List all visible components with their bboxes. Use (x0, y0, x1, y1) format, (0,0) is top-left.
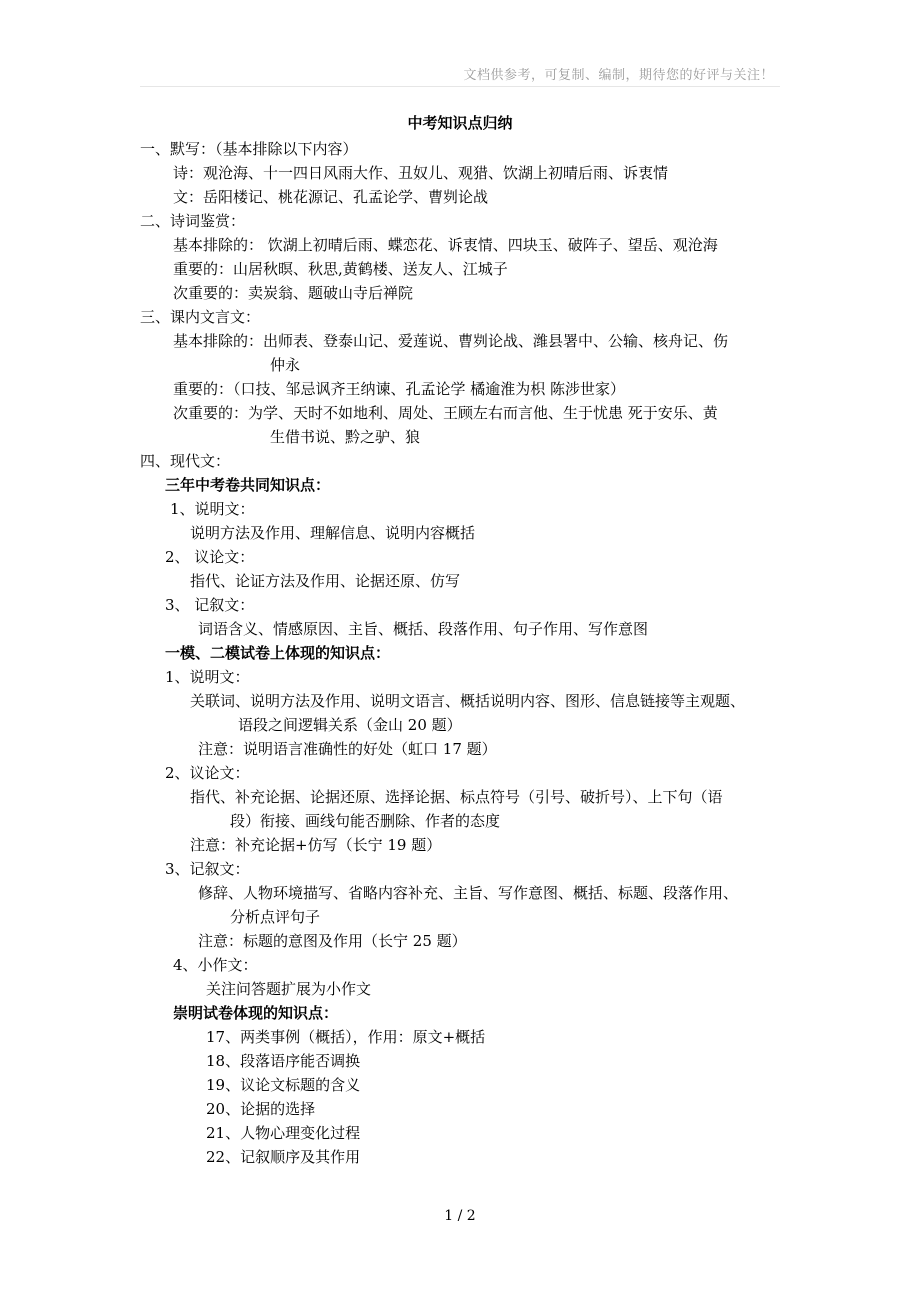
text-line: 修辞、人物环境描写、省略内容补充、主旨、写作意图、概括、标题、段落作用、 (198, 884, 739, 902)
text-line: 文：岳阳楼记、桃花源记、孔孟论学、曹刿论战 (173, 188, 489, 206)
list-item: 2、议论文： (165, 764, 250, 782)
text-line: 生借书说、黔之驴、狼 (270, 428, 421, 446)
text-line: 诗：观沧海、十一四日风雨大作、丑奴儿、观猎、饮湖上初晴后雨、诉衷情 (173, 164, 669, 182)
text-line: 关注问答题扩展为小作文 (206, 980, 372, 998)
list-item: 18、段落语序能否调换 (206, 1052, 361, 1070)
text-line: 次重要的：卖炭翁、题破山寺后禅院 (173, 284, 414, 302)
text-line: 基本排除的： 饮湖上初晴后雨、蝶恋花、诉衷情、四块玉、破阵子、望岳、观沧海 (173, 236, 718, 254)
text-line: 词语含义、情感原因、主旨、概括、段落作用、句子作用、写作意图 (198, 620, 649, 638)
list-item: 21、人物心理变化过程 (206, 1124, 361, 1142)
text-line: 次重要的：为学、天时不如地利、周处、王顾左右而言他、生于忧患 死于安乐、黄 (173, 404, 718, 422)
note-line: 注意：说明语言准确性的好处（虹口 17 题） (198, 740, 497, 758)
list-item: 3、记叙文： (165, 860, 250, 878)
page-title: 中考知识点归纳 (407, 114, 513, 132)
list-item: 19、议论文标题的含义 (206, 1076, 361, 1094)
text-line: 关联词、说明方法及作用、说明文语言、概括说明内容、图形、信息链接等主观题、 (190, 692, 746, 710)
list-item: 20、论据的选择 (206, 1100, 316, 1118)
section-heading: 四、现代文： (140, 452, 231, 470)
list-item: 3、 记叙文： (165, 596, 255, 614)
text-line: 语段之间逻辑关系（金山 20 题） (238, 716, 462, 734)
header-note: 文档供参考，可复制、编制，期待您的好评与关注！ (463, 68, 774, 83)
list-item: 22、记叙顺序及其作用 (206, 1148, 361, 1166)
section-heading: 一、默写：（基本排除以下内容） (140, 140, 358, 158)
text-line: 说明方法及作用、理解信息、说明内容概括 (190, 524, 476, 542)
list-item: 2、 议论文： (165, 548, 255, 566)
list-item: 4、小作文： (173, 956, 258, 974)
subsection-heading: 崇明试卷体现的知识点： (173, 1004, 339, 1022)
text-line: 指代、补充论据、论据还原、选择论据、标点符号（引号、破折号）、上下句（语 (190, 788, 723, 806)
text-line: 基本排除的：出师表、登泰山记、爱莲说、曹刿论战、潍县署中、公输、核舟记、伤 (173, 332, 729, 350)
text-line: 段）衔接、画线句能否删除、作者的态度 (230, 812, 501, 830)
list-item: 1、说明文： (165, 668, 250, 686)
subsection-heading: 三年中考卷共同知识点： (165, 476, 331, 494)
page-number: 1 / 2 (444, 1208, 476, 1224)
note-line: 注意：补充论据+仿写（长宁 19 题） (190, 836, 442, 854)
text-line: 重要的：山居秋暝、秋思,黄鹤楼、送友人、江城子 (173, 260, 508, 278)
section-heading: 三、课内文言文： (140, 308, 261, 326)
list-item: 1、说明文： (170, 500, 255, 518)
subsection-heading: 一模、二模试卷上体现的知识点： (165, 644, 391, 662)
header-divider (140, 86, 780, 87)
list-item: 17、两类事例（概括），作用：原文+概括 (206, 1028, 486, 1046)
text-line: 仲永 (270, 356, 301, 374)
section-heading: 二、诗词鉴赏： (140, 212, 246, 230)
text-line: 分析点评句子 (230, 908, 321, 926)
note-line: 注意：标题的意图及作用（长宁 25 题） (198, 932, 467, 950)
text-line: 指代、论证方法及作用、论据还原、仿写 (190, 572, 461, 590)
text-line: 重要的：（口技、邹忌讽齐王纳谏、孔孟论学 橘逾淮为枳 陈涉世家） (173, 380, 626, 398)
